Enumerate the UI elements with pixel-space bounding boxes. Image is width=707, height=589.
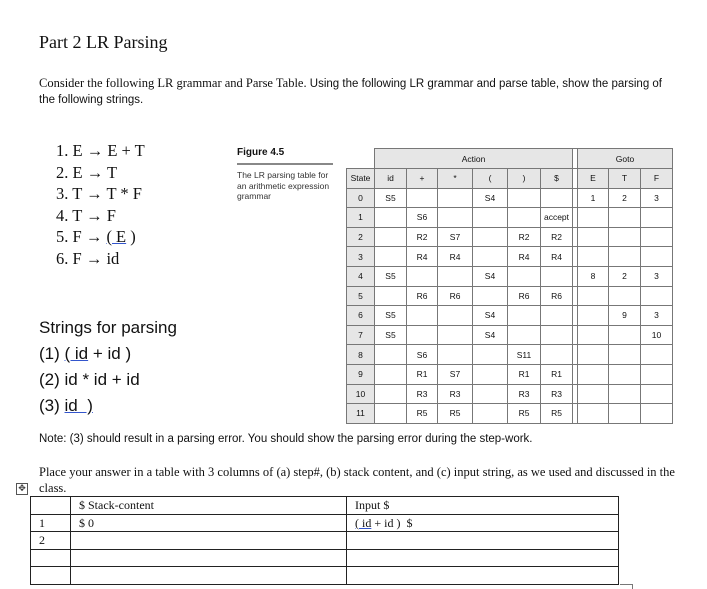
answer-row: [31, 532, 619, 550]
goto-header: Goto: [578, 149, 673, 169]
strings-section: [39, 315, 177, 419]
action-cell: [375, 345, 407, 365]
action-cell: [541, 306, 573, 326]
state-cell: 4: [347, 266, 375, 286]
column-header-row: [347, 169, 673, 189]
arrow-icon: →: [86, 184, 103, 203]
action-cell: [375, 384, 407, 404]
action-cell: [508, 306, 541, 326]
grammar-rule: [56, 205, 145, 227]
goto-cell: 9: [609, 306, 641, 326]
rule-rhs: ): [126, 227, 136, 246]
goto-cell: [641, 247, 673, 267]
goto-cell: [641, 286, 673, 306]
step-cell[interactable]: [31, 567, 71, 585]
rule-rhs: id: [106, 248, 120, 268]
goto-cell: [578, 364, 609, 384]
goto-cell: [609, 364, 641, 384]
table-row: [347, 286, 673, 306]
action-cell: R6: [541, 286, 573, 306]
goto-cell: 3: [641, 306, 673, 326]
goto-cell: [609, 384, 641, 404]
action-cell: [541, 325, 573, 345]
rule-number: 4.: [56, 205, 69, 225]
action-cell: R5: [508, 404, 541, 424]
step-cell[interactable]: 2: [31, 532, 71, 550]
goto-cell: [641, 227, 673, 247]
grammar-rule: [56, 226, 145, 248]
action-cell: R4: [407, 247, 438, 267]
goto-cell: [578, 208, 609, 228]
stack-cell[interactable]: [71, 532, 347, 550]
action-cell: [375, 404, 407, 424]
action-cell: S6: [407, 208, 438, 228]
rule-number: 1.: [56, 141, 69, 160]
goto-cell: [641, 345, 673, 365]
rule-number: 6.: [56, 248, 69, 268]
string-underlined: id ): [64, 396, 93, 415]
answer-row: [31, 514, 619, 532]
grammar-rule: [56, 140, 145, 162]
action-cell: R6: [407, 286, 438, 306]
table-row: [347, 345, 673, 365]
goto-cell: [578, 227, 609, 247]
goto-cell: [641, 364, 673, 384]
string-underlined: ( id: [64, 344, 89, 363]
string-text: + id ): [88, 344, 132, 363]
string-item: [39, 367, 177, 393]
action-cell: R6: [438, 286, 473, 306]
action-cell: [407, 325, 438, 345]
answer-table: [30, 496, 619, 585]
grammar-rule: [56, 248, 145, 270]
action-cell: S11: [508, 345, 541, 365]
goto-cell: [578, 325, 609, 345]
arrow-icon: →: [85, 227, 103, 246]
table-row: [347, 188, 673, 208]
action-cell: [438, 325, 473, 345]
table-row: [347, 227, 673, 247]
action-column-header: ): [508, 169, 541, 189]
action-cell: [438, 266, 473, 286]
action-cell: S5: [375, 188, 407, 208]
action-cell: [473, 286, 508, 306]
grammar-rule: [56, 183, 145, 205]
string-number: (2): [39, 370, 60, 389]
answer-header-row: [31, 497, 619, 515]
action-cell: [473, 247, 508, 267]
goto-cell: [578, 306, 609, 326]
action-cell: [473, 227, 508, 247]
state-cell: 3: [347, 247, 375, 267]
state-cell: 9: [347, 364, 375, 384]
goto-cell: [578, 286, 609, 306]
action-cell: R5: [407, 404, 438, 424]
rule-number: 3.: [56, 184, 69, 203]
action-cell: R4: [541, 247, 573, 267]
action-column-header: +: [407, 169, 438, 189]
table-end-mark: [620, 584, 633, 589]
action-cell: [541, 188, 573, 208]
figure-caption: The LR parsing table for an arithmetic expression grammar: [237, 170, 330, 201]
goto-cell: 3: [641, 266, 673, 286]
rule-rhs: F: [106, 205, 116, 225]
state-column-header: State: [347, 169, 375, 189]
goto-cell: [641, 384, 673, 404]
action-cell: S4: [473, 188, 508, 208]
rule-number: 5.: [56, 227, 69, 246]
intro-rest: Using the following LR grammar and parse table, show the parsing of the following strings.: [39, 78, 663, 106]
action-cell: [508, 325, 541, 345]
input-header[interactable]: Input $: [347, 497, 619, 515]
action-cell: R3: [438, 384, 473, 404]
action-cell: [473, 364, 508, 384]
table-row: [347, 266, 673, 286]
table-row: [347, 404, 673, 424]
stack-cell[interactable]: $ 0: [71, 514, 347, 532]
input-underlined: ( id: [355, 515, 372, 530]
input-cell[interactable]: [347, 532, 619, 550]
goto-cell: 2: [609, 266, 641, 286]
lr-parse-table: [346, 148, 673, 424]
action-cell: R1: [407, 364, 438, 384]
action-column-header: $: [541, 169, 573, 189]
goto-cell: [609, 404, 641, 424]
figure-title: Figure 4.5: [237, 147, 285, 158]
grammar-list: [56, 140, 145, 269]
input-cell[interactable]: [347, 567, 619, 585]
action-cell: S5: [375, 266, 407, 286]
string-number: (1): [39, 344, 60, 363]
state-cell: 2: [347, 227, 375, 247]
move-handle-icon[interactable]: ✥: [16, 483, 28, 495]
goto-cell: [641, 404, 673, 424]
action-cell: R4: [508, 247, 541, 267]
table-row: [347, 208, 673, 228]
action-cell: [438, 345, 473, 365]
state-cell: 7: [347, 325, 375, 345]
action-cell: [473, 404, 508, 424]
goto-cell: [609, 208, 641, 228]
goto-cell: [578, 345, 609, 365]
action-cell: [375, 227, 407, 247]
action-cell: R2: [508, 227, 541, 247]
state-cell: 1: [347, 208, 375, 228]
action-header: Action: [375, 149, 573, 169]
strings-heading: Strings for parsing: [39, 318, 177, 337]
step-cell[interactable]: 1: [31, 514, 71, 532]
answer-row: [31, 549, 619, 567]
arrow-icon: →: [86, 205, 103, 225]
table-row: [347, 384, 673, 404]
arrow-icon: →: [86, 162, 104, 182]
corner-cell: [347, 149, 375, 169]
state-cell: 5: [347, 286, 375, 306]
action-cell: S4: [473, 266, 508, 286]
action-cell: R1: [508, 364, 541, 384]
goto-cell: 3: [641, 188, 673, 208]
step-cell[interactable]: [31, 549, 71, 567]
arrow-icon: →: [85, 248, 103, 268]
rule-lhs: T: [72, 184, 82, 203]
action-column-header: (: [473, 169, 508, 189]
intro-lead: Consider the following LR grammar and Parse Table.: [39, 76, 307, 90]
goto-cell: 2: [609, 188, 641, 208]
state-cell: 8: [347, 345, 375, 365]
action-cell: [407, 306, 438, 326]
input-cell[interactable]: [347, 549, 619, 567]
page-title: Part 2 LR Parsing: [39, 32, 168, 52]
action-cell: [473, 345, 508, 365]
action-cell: [473, 384, 508, 404]
goto-cell: 10: [641, 325, 673, 345]
action-cell: R2: [407, 227, 438, 247]
goto-cell: [609, 227, 641, 247]
state-cell: 11: [347, 404, 375, 424]
action-cell: [438, 306, 473, 326]
goto-cell: [641, 208, 673, 228]
grammar-rule: [56, 162, 145, 184]
intro-paragraph: [39, 75, 679, 108]
rule-rhs: T: [107, 162, 118, 182]
state-cell: 0: [347, 188, 375, 208]
action-cell: [375, 247, 407, 267]
rule-rhs-underlined: ( E: [106, 227, 127, 246]
action-cell: S7: [438, 364, 473, 384]
action-cell: S6: [407, 345, 438, 365]
action-cell: [407, 266, 438, 286]
rule-lhs: E: [72, 141, 83, 160]
action-cell: [375, 286, 407, 306]
action-cell: [438, 188, 473, 208]
action-cell: accept: [541, 208, 573, 228]
action-cell: R2: [541, 227, 573, 247]
action-cell: [508, 266, 541, 286]
string-text: id * id + id: [64, 370, 140, 389]
action-cell: [508, 188, 541, 208]
action-cell: S7: [438, 227, 473, 247]
table-row: [347, 306, 673, 326]
rule-lhs: T: [72, 205, 82, 225]
action-cell: [438, 208, 473, 228]
action-cell: S5: [375, 306, 407, 326]
action-cell: R6: [508, 286, 541, 306]
rule-rhs: E + T: [107, 141, 145, 160]
rule-lhs: E: [72, 162, 83, 182]
action-cell: [473, 208, 508, 228]
note-text: Note: (3) should result in a parsing error. You should show the parsing error during the step-work.: [39, 433, 533, 445]
action-cell: S4: [473, 306, 508, 326]
goto-cell: [578, 404, 609, 424]
action-cell: [375, 364, 407, 384]
goto-cell: 8: [578, 266, 609, 286]
action-cell: [375, 208, 407, 228]
step-header[interactable]: [31, 497, 71, 515]
string-item: [39, 393, 177, 419]
goto-cell: [578, 247, 609, 267]
goto-column-header: E: [578, 169, 609, 189]
rule-lhs: F: [72, 227, 82, 246]
goto-cell: 1: [578, 188, 609, 208]
input-text: + id ) $: [371, 515, 413, 530]
table-row: [347, 325, 673, 345]
state-cell: 6: [347, 306, 375, 326]
goto-cell: [609, 345, 641, 365]
action-column-header: id: [375, 169, 407, 189]
string-item: [39, 341, 177, 367]
table-row: [347, 364, 673, 384]
goto-cell: [609, 325, 641, 345]
stack-cell[interactable]: [71, 549, 347, 567]
state-cell: 10: [347, 384, 375, 404]
rule-number: 2.: [56, 162, 69, 182]
goto-cell: [609, 286, 641, 306]
action-cell: R5: [438, 404, 473, 424]
goto-column-header: T: [609, 169, 641, 189]
figure-divider: [237, 163, 333, 165]
action-cell: R5: [541, 404, 573, 424]
string-number: (3): [39, 396, 60, 415]
stack-cell[interactable]: [71, 567, 347, 585]
goto-column-header: F: [641, 169, 673, 189]
action-cell: S4: [473, 325, 508, 345]
action-cell: R3: [508, 384, 541, 404]
arrow-icon: →: [86, 141, 104, 160]
rule-rhs: T * F: [106, 184, 142, 203]
goto-cell: [609, 247, 641, 267]
action-cell: [541, 345, 573, 365]
answer-row: [31, 567, 619, 585]
table-row: [347, 247, 673, 267]
action-cell: S5: [375, 325, 407, 345]
goto-cell: [578, 384, 609, 404]
action-cell: R3: [407, 384, 438, 404]
action-cell: R4: [438, 247, 473, 267]
input-cell[interactable]: [347, 514, 619, 532]
action-cell: [407, 188, 438, 208]
action-cell: R3: [541, 384, 573, 404]
action-cell: [541, 266, 573, 286]
instructions-text: Place your answer in a table with 3 columns of (a) step#, (b) stack content, and (c) input string, as we used and discussed in the class.: [39, 465, 675, 495]
stack-header[interactable]: $ Stack-content: [71, 497, 347, 515]
action-cell: R1: [541, 364, 573, 384]
action-cell: [508, 208, 541, 228]
rule-lhs: F: [72, 248, 82, 268]
action-column-header: *: [438, 169, 473, 189]
